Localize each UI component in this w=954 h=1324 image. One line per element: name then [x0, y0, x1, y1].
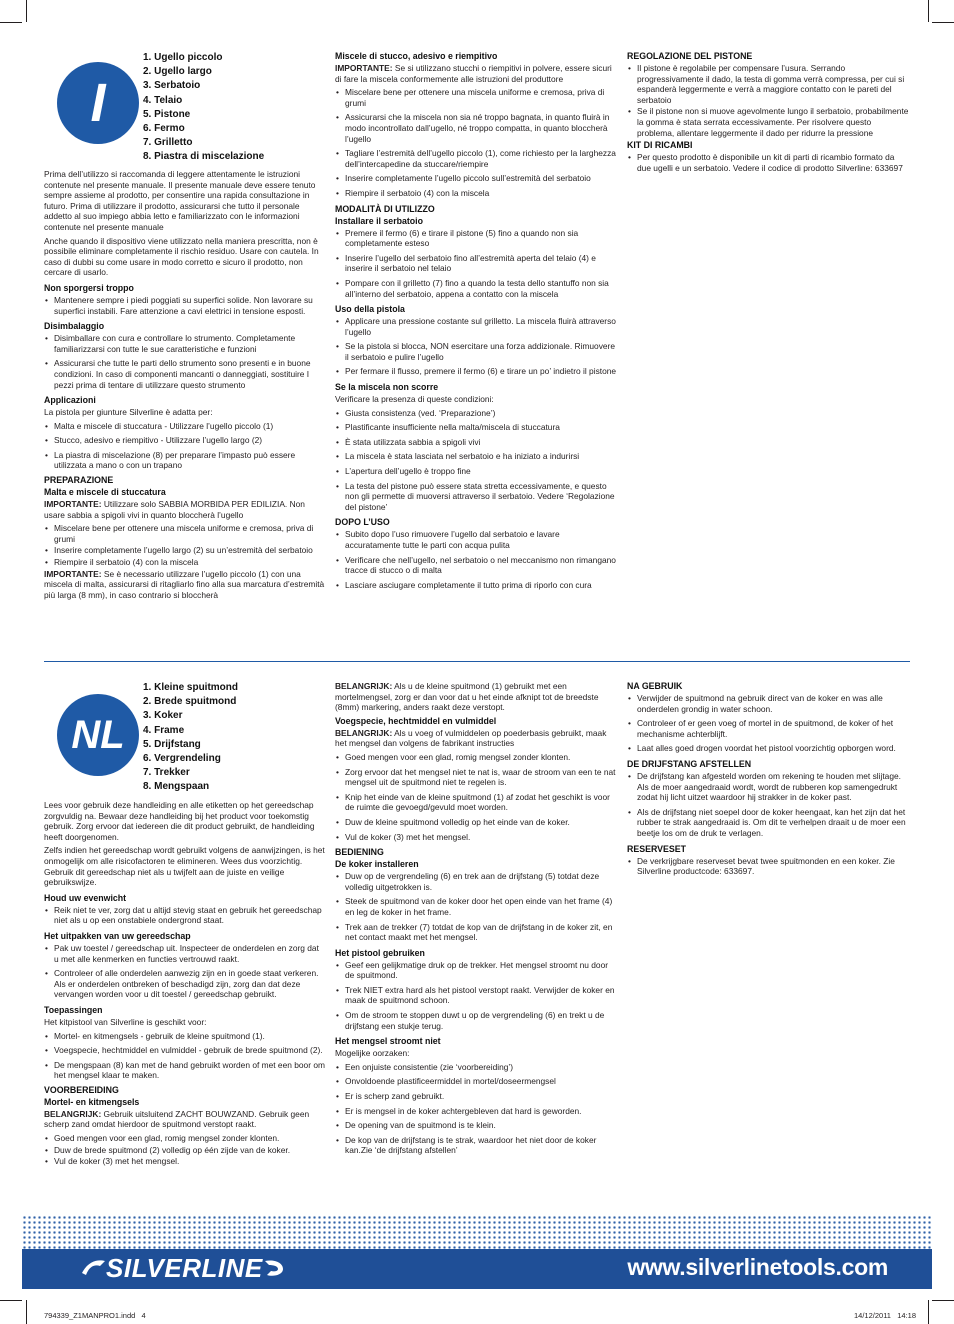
list-item: • Mantenere sempre i piedi poggiati su superfici solide. Non lavorare su superfici instabili. Fare attenzione a cavi elettrici in tensione esposti.: [44, 295, 325, 316]
list-item: • Controleer of alle onderdelen aanwezig zijn en in goede staat verkeren. Als er onderdelen ontbreken of beschadigd zijn, zorg dan dat deze vervangen worden voor u dit toestel / gereedschap gebruikt.: [44, 968, 325, 1000]
list-item: • Se il pistone non si muove agevolmente lungo il serbatoio, probabilmente la gomma è stata serrata eccessivamente. Per risolvere questo problema, allentare leggermente il dado per ridurre la pressione: [627, 106, 910, 138]
intro-paragraph: Prima dell’utilizzo si raccomanda di leggere attentamente le istruzioni contenute nel presente manuale. Il presente manuale deve essere tenuto sempre assieme al prodotto, per consentire una rapida consultazione in futuro. Prima di utilizzare il prodotto, assicurarsi che tutto il personale addetto al suo impiego abbia letto e familiarizzato con le informazioni contenute nel presente manuale: [44, 169, 316, 232]
important-note: IMPORTANTE: Se è necessario utilizzare l’ugello piccolo (1) con una miscela di malta, assicurarsi di ritagliarlo fino alla sua marcatura d’estremità più larga (8 mm), in caso contrario si bloccherà: [44, 568, 325, 600]
list-item: • De mengspaan (8) kan met de hand gebruikt worden of met een boor om het mengsel klaar te maken.: [44, 1060, 325, 1081]
section-heading: Mortel- en kitmengsels: [44, 1096, 140, 1107]
list-item: • Giusta consistenza (ved. ‘Preparazione’): [335, 408, 617, 419]
crop-mark: [932, 22, 954, 23]
part-item: 1. Ugello piccolo: [143, 52, 223, 63]
list-item: • Subito dopo l’uso rimuovere l’ugello dal serbatoio e lavare accuratamente tutte le parti con acqua pulita: [335, 529, 617, 550]
list-item: • Verificare che nell’ugello, nel serbatoio o nel meccanismo non rimangano tracce di stucco o di malta: [335, 555, 617, 576]
list-item: • È stata utilizzata sabbia a spigoli vivi: [335, 437, 617, 448]
list-item: • Lasciare asciugare completamente il tutto prima di riporlo con cura: [335, 580, 617, 591]
section-heading: Installare il serbatoio: [335, 215, 423, 226]
section-heading: De koker installeren: [335, 859, 419, 870]
part-item: 4. Telaio: [143, 94, 183, 106]
section-heading: Malta e miscele di stuccatura: [44, 487, 166, 498]
section-heading: Het pistool gebruiken: [335, 947, 425, 958]
section-heading: Toepassingen: [44, 1004, 103, 1015]
list-item: • Verwijder de spuitmond na gebruik direct van de koker en was alle onderdelen grondig in water schoon.: [627, 693, 910, 714]
part-item: 6. Fermo: [143, 123, 185, 135]
list-item: • Premere il fermo (6) e tirare il pistone (5) fino a quando non sia completamente esteso: [335, 228, 617, 249]
list-item: • Stucco, adesivo e riempitivo - Utilizzare l’ugello largo (2): [44, 435, 325, 446]
list-item: • Knip het einde van de kleine spuitmond (1) af zodat het geschikt is voor de ruimte die gevoegd/gevuld moet worden.: [335, 792, 617, 813]
part-item: 1. Kleine spuitmond: [143, 682, 239, 693]
crop-mark: [928, 1300, 929, 1324]
it-column-1: [44, 169, 325, 603]
list-item: • Disimballare con cura e controllare lo strumento. Completamente familiarizzarsi con tutte le sue caratteristiche e funzioni: [44, 333, 325, 354]
website-url[interactable]: www.silverlinetools.com: [627, 1254, 888, 1280]
section-heading: NA GEBRUIK: [627, 681, 683, 691]
section-heading: PREPARAZIONE: [44, 475, 114, 486]
list-item: • Assicurarsi che tutte le parti dello strumento sono presenti e in buone condizioni. In caso di componenti mancanti o danneggiati, sostituire I pezzi prima di tentare di utilizzare questo strumento: [44, 358, 325, 390]
list-item: • Reik niet te ver, zorg dat u altijd stevig staat en gebruik het gereedschap niet als u op een onstabiele ondergrond staat.: [44, 905, 325, 926]
section-heading: Non sporgersi troppo: [44, 282, 134, 293]
list-item: • Duw op de vergrendeling (6) en trek aan de drijfstang (5) totdat deze volledig uitgetrokken is.: [335, 871, 617, 892]
important-note: IMPORTANTE: Utilizzare solo SABBIA MORBIDA PER EDILIZIA. Non usare sabbia a spigoli vivi in quanto bloccherà l’ugello: [44, 499, 305, 520]
logo-swoosh-icon: [80, 1257, 106, 1279]
important-note: BELANGRIJK: Als u de kleine spuitmond (1) gebruikt met een mortelmengsel, zorg er dan voor dat u het einde afknipt tot de breedste (8mm) markering, anders raakt deze verstopt.: [335, 681, 599, 713]
section-heading: Het mengsel stroomt niet: [335, 1036, 441, 1047]
list-item: • Trek NIET extra hard als het pistool verstopt raakt. Verwijder de koker en maak de spuitmond schoon.: [335, 985, 617, 1006]
section-heading: Miscele di stucco, adesivo e riempitivo: [335, 51, 498, 61]
crop-mark: [932, 1300, 954, 1301]
section-heading: MODALITÀ DI UTILIZZO: [335, 203, 435, 214]
list-item: • De verkrijgbare reserveset bevat twee spuitmonden en een koker. Zie Silverline productcode: 633697.: [627, 856, 910, 877]
list-item: • Riempire il serbatoio (4) con la miscela: [335, 188, 617, 199]
nl-column-1: [44, 800, 325, 1168]
section-heading: Se la miscela non scorre: [335, 382, 439, 393]
list-item: • Duw de kleine spuitmond volledig op het einde van de koker.: [335, 817, 617, 828]
important-note: IMPORTANTE: Se si utilizzano stucchi o riempitivi in polvere, essere sicuri di fare la miscela conformemente alle istruzioni del produttore: [335, 63, 612, 84]
part-item: 2. Brede spuitmond: [143, 696, 237, 708]
section-heading: Het uitpakken van uw gereedschap: [44, 930, 191, 941]
section-heading: DOPO L’USO: [335, 517, 390, 528]
section-heading: RESERVESET: [627, 843, 686, 854]
section-heading: VOORBEREIDING: [44, 1084, 119, 1095]
list-item: • Geef een gelijkmatige druk op de trekker. Het mengsel stroomt nu door de spuitmond.: [335, 960, 617, 981]
list-item: • La testa del pistone può essere stata stretta eccessivamente, e questo non gli permette di muoversi attraverso il serbatoio. Vedere ‘Regolazione del pistone’: [335, 481, 617, 513]
text-line: Verificare la presenza di queste condizioni:: [335, 394, 494, 405]
list-item: • Er is mengsel in de koker achtergebleven dat hard is geworden.: [335, 1106, 617, 1117]
it-column-2: [335, 51, 617, 594]
list-item: • Goed mengen voor een glad, romig mengsel zonder klonten.: [335, 752, 617, 763]
part-item: 3. Serbatoio: [143, 80, 201, 92]
list-item: • Om de stroom te stoppen duwt u op de vergrendeling (6) en trekt u de drijfstang een stukje terug.: [335, 1010, 617, 1031]
file-datetime: 14/12/2011 14:18: [854, 1311, 916, 1320]
list-item: • Steek de spuitmond van de koker door het open einde van het frame (4) en leg de koker in het frame.: [335, 896, 617, 917]
crop-mark: [26, 1300, 27, 1324]
list-item: • Se la pistola si blocca, NON esercitare una forza addizionale. Rimuovere il serbatoio e pulire l’ugello: [335, 341, 617, 362]
list-item: • Zorg ervoor dat het mengsel niet te nat is, waar de stroom van een te nat mengsel uit de spuitmond niet te regelen is.: [335, 767, 617, 788]
list-item: • Miscelare bene per ottenere una miscela uniforme e cremosa, priva di grumi: [335, 87, 617, 108]
silverline-logo: [80, 1254, 285, 1282]
list-item: • De drijfstang kan afgesteld worden om rekening te houden met slijtage. Als de moer aangedraaid wordt, wordt de rubberen kop samengedrukt zodat hij licht uitzet waardoor hij strakker in de koker past.: [627, 771, 910, 803]
list-item: • De opening van de spuitmond is te klein.: [335, 1120, 617, 1131]
part-item: 5. Pistone: [143, 108, 191, 120]
section-divider: [44, 661, 910, 662]
text-line: Het kitpistool van Silverline is geschikt voor:: [44, 1016, 207, 1027]
list-item: • Inserire completamente l’ugello piccolo sull’estremità del serbatoio: [335, 173, 617, 184]
important-note: BELANGRIJK: Als u voeg of vulmiddelen op poederbasis gebruikt, maak het mengsel dan volgens de fabrikant instructies: [335, 727, 607, 749]
list-item: • Vul de koker (3) met het mengsel.: [44, 1156, 325, 1167]
language-badge-it: I: [57, 62, 139, 144]
list-item: • Als de drijfstang niet soepel door de koker heengaat, kan het zijn dat het rubber te strak aangedraaid is. Om dit te verhelpen draait u de moer een beetje los om de druk te verlagen.: [627, 807, 910, 839]
list-item: • Inserire completamente l’ugello largo (2) su un’estremità del serbatoio: [44, 545, 325, 556]
list-item: • Goed mengen voor een glad, romig mengsel zonder klonten.: [44, 1133, 325, 1144]
list-item: • La miscela è stata lasciata nel serbatoio e ha iniziato a indurirsi: [335, 451, 617, 462]
section-heading: KIT DI RICAMBI: [627, 140, 693, 151]
part-item: 6. Vergrendeling: [143, 753, 221, 765]
nl-column-2: [335, 681, 617, 1160]
part-item: 7. Grilletto: [143, 137, 193, 149]
list-item: • Er is scherp zand gebruikt.: [335, 1091, 617, 1102]
list-item: • Tagliare l’estremità dell’ugello piccolo (1), come richiesto per la larghezza dell’intercapedine da stuccare/riempire: [335, 148, 617, 169]
part-item: 2. Ugello largo: [143, 66, 212, 78]
intro-paragraph: Lees voor gebruik deze handleiding en alle etiketten op het gereedschap zorgvuldig na. Bewaar deze handleiding bij het product voor toekomstig gebruik. Zorg ervoor dat iedereen die dit product gebruikt, de handleiding heeft doorgenomen.: [44, 800, 315, 842]
parts-list-nl: [143, 681, 238, 795]
list-item: • La piastra di miscelazione (8) per preparare l’impasto può essere utilizzata a mano o con un trapano: [44, 450, 325, 471]
section-heading: DE DRIJFSTANG AFSTELLEN: [627, 758, 752, 769]
crop-mark: [26, 0, 27, 22]
section-heading: Applicazioni: [44, 395, 96, 406]
list-item: • Per fermare il flusso, premere il fermo (6) e tirare un po’ indietro il pistone: [335, 366, 617, 377]
file-slug: 794339_Z1MANPRO1.indd 4: [44, 1311, 146, 1320]
list-item: • Malta e miscele di stuccatura - Utilizzare l’ugello piccolo (1): [44, 421, 325, 432]
list-item: • Controleer of er geen voeg of mortel in de spuitmond, de koker of het mechanisme achterblijft.: [627, 718, 910, 739]
part-item: 5. Drijfstang: [143, 738, 201, 750]
language-badge-nl: NL: [57, 694, 139, 776]
crop-mark: [0, 1300, 22, 1301]
important-note: BELANGRIJK: Gebruik uitsluitend ZACHT BOUWZAND. Gebruik geen scherp zand omdat hierdoor de spuitmond verstopt raakt.: [44, 1108, 310, 1130]
list-item: • De kop van de drijfstang is te strak, waardoor het niet door de koker kan.Zie ‘de drijfstang afstellen’: [335, 1135, 617, 1156]
text-line: Mogelijke oorzaken:: [335, 1048, 410, 1059]
list-item: • Miscelare bene per ottenere una miscela uniforme e cremosa, priva di grumi: [44, 523, 325, 544]
logo-text: SILVERLINE: [106, 1252, 263, 1283]
section-heading: Disimbalaggio: [44, 321, 105, 332]
section-heading: Uso della pistola: [335, 304, 405, 315]
list-item: • Assicurarsi che la miscela non sia né troppo bagnata, in quanto fluirà in modo incontrollato dall’ugello, né troppo compatta, in quanto bloccherà l’ugello: [335, 112, 617, 144]
section-heading: Voegspecie, hechtmiddel en vulmiddel: [335, 715, 497, 726]
section-heading: REGOLAZIONE DEL PISTONE: [627, 51, 753, 61]
list-item: • Voegspecie, hechtmiddel en vulmiddel - gebruik de brede spuitmond (2).: [44, 1045, 325, 1056]
nl-column-3: [627, 681, 910, 881]
list-item: • Een onjuiste consistentie (zie ‘voorbereiding’): [335, 1062, 617, 1073]
part-item: 7. Trekker: [143, 767, 190, 779]
list-item: • Inserire l’ugello del serbatoio fino all’estremità aperta del telaio (4) e inserire il serbatoio nel telaio: [335, 253, 617, 274]
list-item: • Plastificante insufficiente nella malta/miscela di stuccatura: [335, 422, 617, 433]
intro-paragraph: Zelfs indien het gereedschap wordt gebruikt volgens de aanwijzingen, is het onmogelijk om alle risicofactoren te elimineren. Wees dus voorzichtig. Gebruik dit gereedschap niet als u twijfelt aan de juiste en veilige gebruikswijze.: [44, 845, 325, 888]
parts-list-it: [143, 51, 264, 165]
list-item: • Il pistone è regolabile per compensare l’usura. Serrando progressivamente il dado, la testa di gomma verrà compressa, per cui si espanderà leggermente e verrà a maggiore contatto con le pareti del serbatoio: [627, 63, 910, 105]
list-item: • L’apertura dell’ugello è troppo fine: [335, 466, 617, 477]
list-item: • Riempire il serbatoio (4) con la miscela: [44, 557, 325, 568]
list-item: • Laat alles goed drogen voordat het pistool voorzichtig opborgen word.: [627, 743, 910, 754]
part-item: 3. Koker: [143, 710, 183, 722]
list-item: • Trek aan de trekker (7) totdat de kop van de drijfstang in de koker zit, en net contact maakt met het mengsel.: [335, 922, 617, 943]
list-item: • Per questo prodotto è disponibile un kit di parti di ricambio formato da due ugelli e un serbatoio. Vedere il codice di prodotto Silverline: 633697: [627, 152, 910, 173]
it-column-3: [627, 51, 910, 177]
list-item: • Vul de koker (3) met het mengsel.: [335, 832, 617, 843]
intro-paragraph: Anche quando il dispositivo viene utilizzato nella maniera prescritta, non è possibile eliminare completamente il rischio residuo. Usare con cautela. In caso di dubbi su come usare in modo corretto e sicuro il prodotto, non cercare di usarlo.: [44, 235, 319, 278]
footer-dot-pattern: [22, 1215, 932, 1249]
list-item: • Pompare con il grilletto (7) fino a quando la testa dello stantuffo non sia all’interno del serbatoio, appena a contatto con la miscela: [335, 278, 617, 299]
logo-swoosh-end-icon: [263, 1257, 285, 1279]
text-line: La pistola per giunture Silverline è adatta per:: [44, 407, 213, 418]
list-item: • Onvoldoende plastificeermiddel in mortel/doseermengsel: [335, 1076, 617, 1087]
crop-mark: [928, 0, 929, 22]
part-item: 4. Frame: [143, 724, 185, 736]
section-heading: Houd uw evenwicht: [44, 892, 127, 903]
list-item: • Duw de brede spuitmond (2) volledig op één zijde van de koker.: [44, 1145, 325, 1156]
list-item: • Mortel- en kitmengsels - gebruik de kleine spuitmond (1).: [44, 1031, 325, 1042]
part-item: 8. Mengspaan: [143, 781, 210, 793]
list-item: • Applicare una pressione costante sul grilletto. La miscela fluirà attraverso l’ugello: [335, 316, 617, 337]
part-item: 8. Piastra di miscelazione: [143, 151, 265, 163]
section-heading: BEDIENING: [335, 847, 384, 858]
list-item: • Pak uw toestel / gereedschap uit. Inspecteer de onderdelen en zorg dat u met alle kenmerken en functies vertrouwd raakt.: [44, 943, 325, 964]
crop-mark: [0, 22, 22, 23]
